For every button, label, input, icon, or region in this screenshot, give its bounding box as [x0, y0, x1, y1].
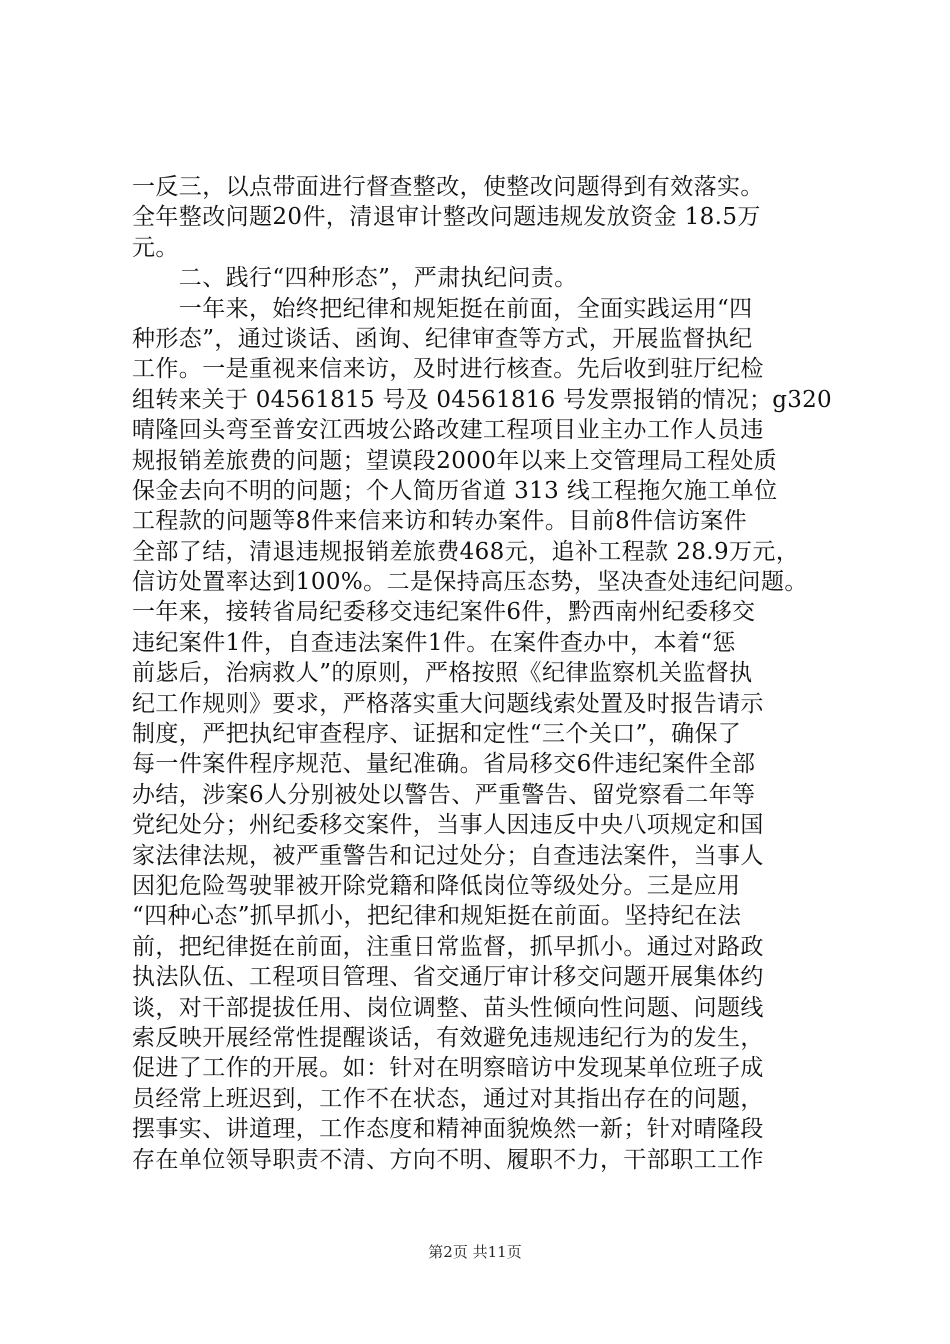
body-line: 谈，对干部提拔任用、岗位调整、苗头性倾向性问题、问题线: [132, 994, 764, 1021]
body-line: 保金去向不明的问题；个人简历省道 313 线工程拖欠施工单位: [132, 477, 778, 504]
body-line: “四种心态”抓早抓小，把纪律和规矩挺在前面。坚持纪在法: [132, 903, 742, 930]
body-line: 存在单位领导职责不清、方向不明、履职不力，干部职工工作: [132, 1146, 764, 1173]
body-line: 前毖后，治病救人”的原则，严格按照《纪律监察机关监督执: [132, 660, 753, 687]
body-line: 工作。一是重视来信来访，及时进行核查。先后收到驻厅纪检: [132, 356, 764, 383]
body-line: 信访处置率达到100%。二是保持高压态势，坚决查处违纪问题。: [132, 569, 808, 596]
body-line: 纪工作规则》要求，严格落实重大问题线索处置及时报告请示: [132, 690, 764, 717]
body-line: 一年来，始终把纪律和规矩挺在前面，全面实践运用“四: [132, 295, 753, 322]
body-line: 索反映开展经常性提醒谈话，有效避免违规违纪行为的发生，: [132, 1024, 764, 1051]
body-line: 员经常上班迟到，工作不在状态，通过对其指出存在的问题，: [132, 1085, 764, 1112]
body-line: 元。: [132, 234, 179, 261]
body-line: 每一件案件程序规范、量纪准确。省局移交6件违纪案件全部: [132, 751, 756, 778]
body-line: 全部了结，清退违规报销差旅费468元，追补工程款 28.9万元，: [132, 538, 800, 565]
body-line: 工程款的问题等8件来信来访和转办案件。目前8件信访案件: [132, 508, 748, 535]
body-line: 晴隆回头弯至普安江西坡公路改建工程项目业主办工作人员违: [132, 417, 764, 444]
body-line: 办结，涉案6人分别被处以警告、严重警告、留党察看二年等: [132, 781, 756, 808]
body-line: 违纪案件1件，自查违法案件1件。在案件查办中，本着“惩: [132, 629, 736, 656]
document-body: [132, 172, 832, 1175]
body-line: 制度，严把执纪审查程序、证据和定性“三个关口”，确保了: [132, 721, 742, 748]
body-line: 一年来，接转省局纪委移交违纪案件6件，黔西南州纪委移交: [132, 599, 756, 626]
body-line: 一反三，以点带面进行督查整改，使整改问题得到有效落实。: [132, 174, 764, 200]
body-line: 二、践行“四种形态”，严肃执纪问责。: [132, 265, 578, 292]
body-line: 摆事实、讲道理，工作态度和精神面貌焕然一新；针对晴隆段: [132, 1116, 764, 1143]
body-line: 种形态”，通过谈话、函询、纪律审查等方式，开展监督执纪: [132, 325, 753, 352]
body-line: 党纪处分；州纪委移交案件，当事人因违反中央八项规定和国: [132, 812, 764, 839]
page-number-footer: 第2页 共11页: [428, 1243, 522, 1261]
body-line: 组转来关于 04561815 号及 04561816 号发票报销的情况；g320: [132, 386, 832, 413]
body-line: 家法律法规，被严重警告和记过处分；自查违法案件，当事人: [132, 842, 764, 869]
body-line: 前，把纪律挺在前面，注重日常监督，抓早抓小。通过对路政: [132, 933, 764, 960]
body-line: 规报销差旅费的问题；望谟段2000年以来上交管理局工程处质: [132, 447, 778, 474]
body-line: 因犯危险驾驶罪被开除党籍和降低岗位等级处分。三是应用: [132, 872, 741, 899]
body-line: 促进了工作的开展。如：针对在明察暗访中发现某单位班子成: [132, 1055, 764, 1082]
body-line: 执法队伍、工程项目管理、省交通厅审计移交问题开展集体约: [132, 964, 764, 991]
body-line: 全年整改问题20件，清退审计整改问题违规发放资金 18.5万: [132, 204, 761, 231]
